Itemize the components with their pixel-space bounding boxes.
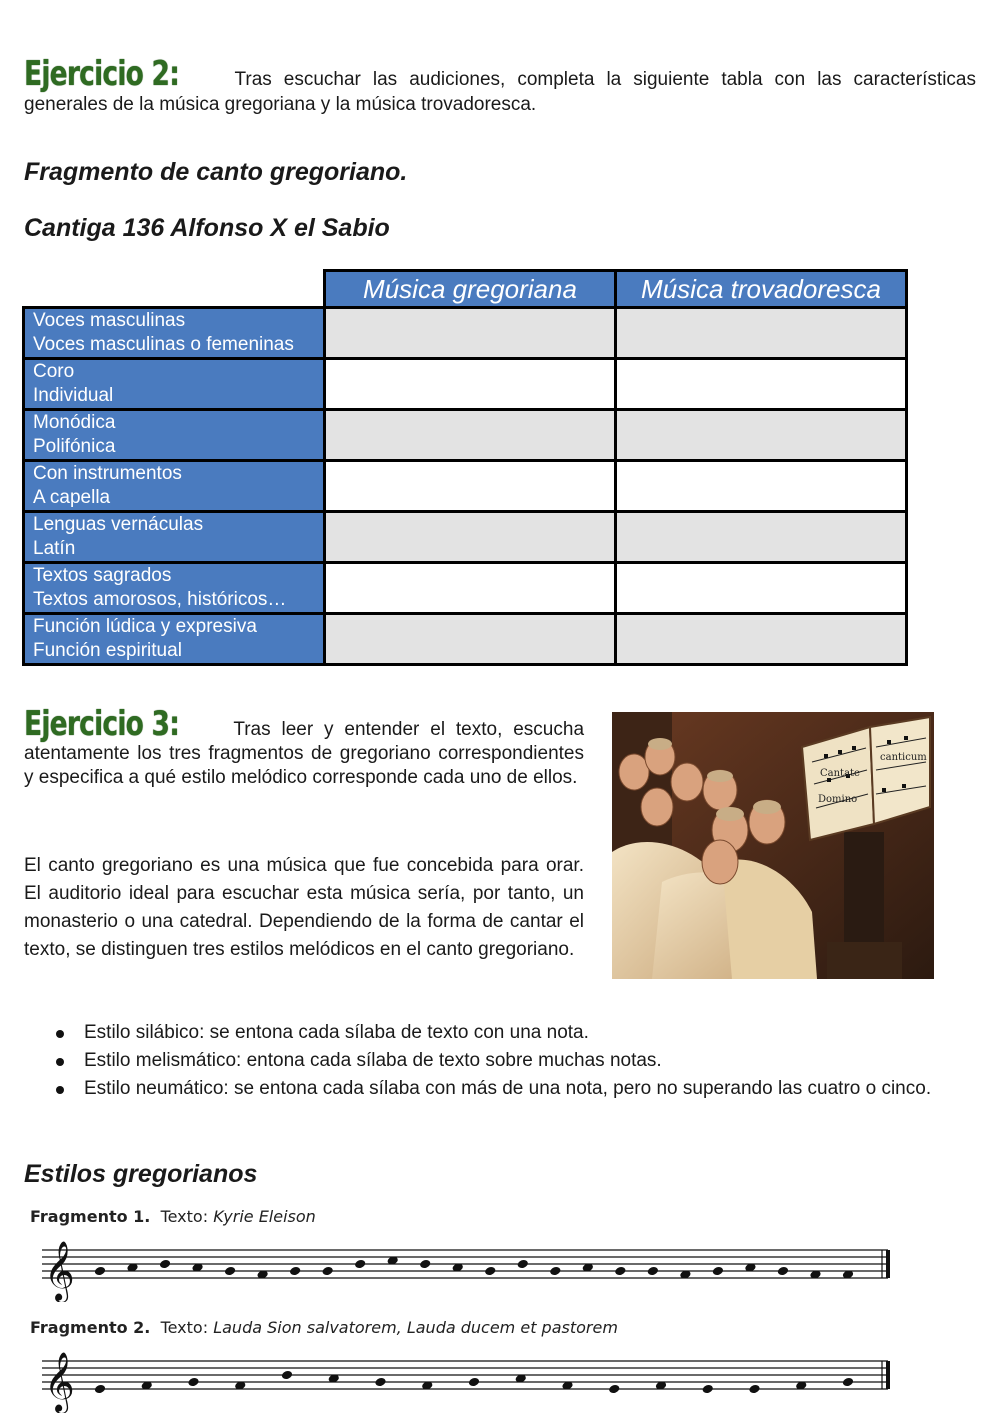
list-item: Estilo silábico: se entona cada sílaba de texto con una nota. — [24, 1019, 976, 1047]
audio1-title: Fragmento de canto gregoriano. — [24, 158, 408, 186]
note-head — [712, 1266, 724, 1277]
column-header-gregoriana: Música gregoriana — [325, 271, 616, 308]
table-row — [24, 614, 907, 665]
audio2-title: Cantiga 136 Alfonso X el Sabio — [24, 214, 390, 242]
table-row — [24, 512, 907, 563]
answer-cell-gregoriana[interactable] — [325, 410, 616, 461]
fragment2-staff — [30, 1343, 900, 1413]
answer-cell-trovadoresca[interactable] — [616, 563, 907, 614]
note-head — [289, 1266, 301, 1277]
table-row — [24, 410, 907, 461]
treble-clef-icon: 𝄞 — [44, 1352, 75, 1412]
characteristics-table — [22, 269, 908, 666]
row-label: Textos sagrados Textos amorosos, históricos… — [24, 563, 325, 614]
answer-cell-gregoriana[interactable] — [325, 563, 616, 614]
row-label: Función lúdica y expresiva Función espiritual — [24, 614, 325, 665]
note-head — [419, 1259, 431, 1270]
note-head — [748, 1384, 760, 1395]
list-item: Estilo neumático: se entona cada sílaba con más de una nota, pero no superando las cuatro o cinco. — [24, 1075, 976, 1103]
note-head — [842, 1377, 854, 1388]
answer-cell-trovadoresca[interactable] — [616, 308, 907, 359]
exercise2-intro — [24, 54, 976, 117]
note-head — [614, 1266, 626, 1277]
exercise2-title: Ejercicio 2: — [24, 54, 180, 94]
answer-cell-trovadoresca[interactable] — [616, 614, 907, 665]
answer-cell-trovadoresca[interactable] — [616, 410, 907, 461]
table-row — [24, 461, 907, 512]
answer-cell-gregoriana[interactable] — [325, 461, 616, 512]
list-item: Estilo melismático: entona cada sílaba de texto sobre muchas notas. — [24, 1047, 976, 1075]
treble-clef-icon: 𝄞 — [44, 1241, 75, 1301]
note-head — [777, 1266, 789, 1277]
note-head — [354, 1259, 366, 1270]
monks-singing-illustration — [612, 712, 934, 979]
book-text-1: Cantate — [820, 768, 860, 779]
table-row — [24, 359, 907, 410]
fragment1-staff — [30, 1232, 900, 1302]
answer-cell-trovadoresca[interactable] — [616, 512, 907, 563]
note-head — [94, 1266, 106, 1277]
answer-cell-gregoriana[interactable] — [325, 614, 616, 665]
gregorian-styles-heading: Estilos gregorianos — [24, 1160, 258, 1188]
note-head — [187, 1377, 199, 1388]
exercise3-intro — [24, 704, 585, 790]
note-head — [647, 1266, 659, 1277]
melodic-styles-list — [24, 1019, 976, 1103]
answer-cell-trovadoresca[interactable] — [616, 461, 907, 512]
exercise3-section — [24, 704, 585, 790]
fragment1-label: Fragmento 1. Texto: Kyrie Eleison — [30, 1207, 316, 1226]
table-row — [24, 308, 907, 359]
note-head — [224, 1266, 236, 1277]
answer-cell-gregoriana[interactable] — [325, 308, 616, 359]
fragment2-label: Fragmento 2. Texto: Lauda Sion salvatorem, Lauda ducem et pastorem — [30, 1318, 618, 1337]
row-label: Lenguas vernáculas Latín — [24, 512, 325, 563]
note-head — [702, 1384, 714, 1395]
note-head — [517, 1259, 529, 1270]
note-head — [468, 1377, 480, 1388]
answer-cell-trovadoresca[interactable] — [616, 359, 907, 410]
row-label: Voces masculinas Voces masculinas o femeninas — [24, 308, 325, 359]
note-head — [321, 1266, 333, 1277]
column-header-trovadoresca: Música trovadoresca — [616, 271, 907, 308]
note-head — [94, 1384, 106, 1395]
note-head — [484, 1266, 496, 1277]
exercise3-title: Ejercicio 3: — [24, 704, 180, 744]
exercise3-paragraph: El canto gregoriano es una música que fue concebida para orar. El auditorio ideal para escuchar esta música sería, por tanto, un monasterio o una catedral. Dependiendo de la forma de cantar el texto, se distinguen tres estilos melódicos en el canto gregoriano. — [24, 855, 584, 960]
answer-cell-gregoriana[interactable] — [325, 512, 616, 563]
row-label: Coro Individual — [24, 359, 325, 410]
answer-cell-gregoriana[interactable] — [325, 359, 616, 410]
exercise2-instructions: Tras escuchar las audiciones, completa la siguiente tabla con las características generales de la música gregoriana y la música trovadoresca. — [24, 69, 976, 115]
book-text-2: Domino — [818, 794, 858, 805]
exercise2-section — [24, 54, 976, 117]
note-head — [281, 1370, 293, 1381]
row-label: Con instrumentos A capella — [24, 461, 325, 512]
table-row — [24, 563, 907, 614]
row-label: Monódica Polifónica — [24, 410, 325, 461]
exercise3-instructions: Tras leer y entender el texto, escucha atentamente los tres fragmentos de gregoriano correspondientes y especifica a qué estilo melódico corresponde cada uno de ellos. — [24, 719, 585, 788]
book-text-3: canticum — [880, 752, 927, 763]
note-head — [159, 1259, 171, 1270]
note-head — [374, 1377, 386, 1388]
note-head — [549, 1266, 561, 1277]
note-head — [608, 1384, 620, 1395]
